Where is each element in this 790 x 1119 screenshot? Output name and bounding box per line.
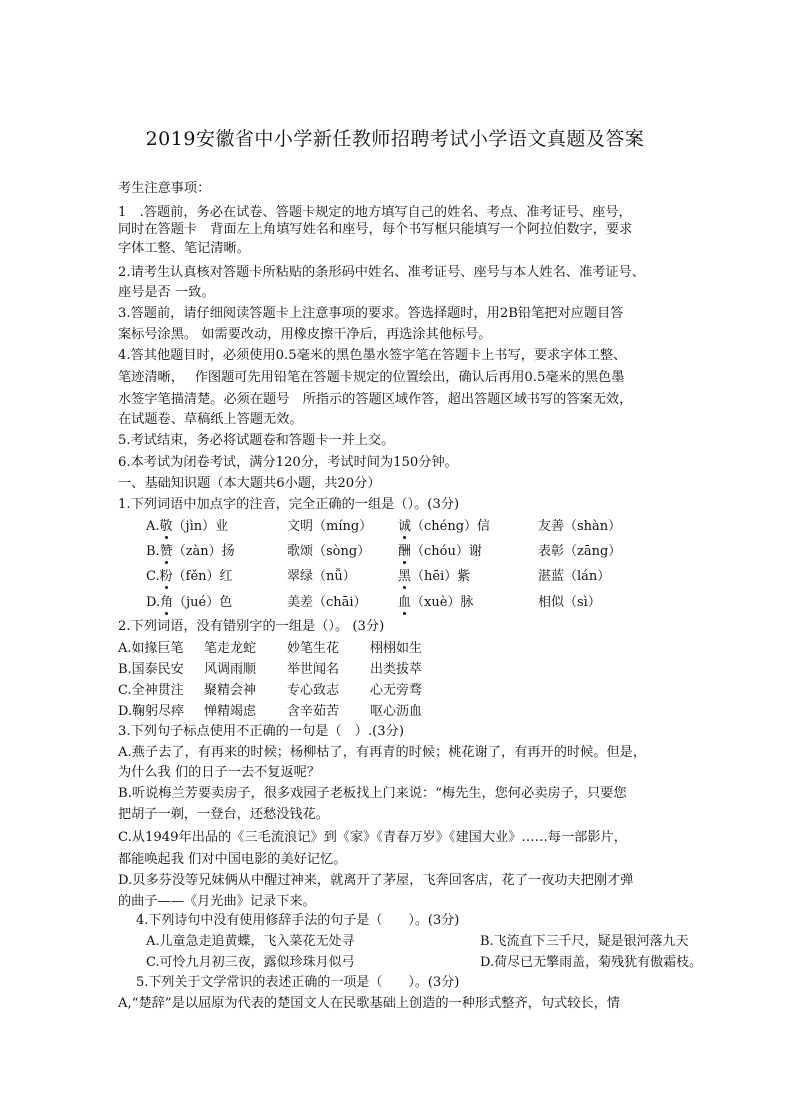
q2-option: C.全神贯注 [118, 683, 184, 698]
q3-text: A.燕子去了，有再来的时候；杨柳枯了，有再青的时候；桃花谢了，有再开的时候。但是， [118, 745, 647, 760]
q3-text: B.听说梅兰芳要卖房子，很多戏园子老板找上门来说：“梅先生，您何必卖房子，只要您 [118, 786, 627, 801]
notice-line: 水签字笔描清楚。必须在题号 所指示的答题区域作答，超出答题区域书写的答案无效， [118, 392, 633, 407]
notice-heading: 考生注意事项： [118, 181, 211, 196]
q2-option: 出类拔萃 [370, 662, 423, 677]
q2-option: A.如掾巨笔 [118, 641, 184, 656]
q3-text: D.贝多芬没等兄妹俩从中醒过神来，就离开了茅屋，飞奔回客店，花了一夜功夫把刚才弹 [118, 873, 634, 888]
notice-line: 1 .答题前，务必在试卷、答题卡规定的地方填写自己的姓名、考点、准考证号、座号， [118, 205, 632, 220]
q4-option: B.飞流直下三千尺，疑是银河落九天 [480, 934, 689, 949]
question-stem: 2.下列词语，没有错别字的一组是（）。 (3分) [118, 619, 385, 634]
q1-option: 相似（sì） [538, 595, 601, 610]
notice-line: 座号是否 一致。 [118, 285, 215, 300]
q2-option: 呕心沥血 [370, 704, 423, 719]
q1-option: 黑（hēi）紫 [398, 569, 471, 584]
q1-option: A.敬（jìn）业 [146, 519, 229, 534]
section-heading: 一、基础知识题（本大题共6小题，共20分） [118, 476, 381, 491]
q1-option: 歌颂（sòng） [287, 544, 371, 559]
q5-text: A,“楚辞”是以屈原为代表的楚国文人在民歌基础上创造的一种形式整齐，句式较长，情 [118, 996, 620, 1011]
q4-option: A.儿童急走追黄蝶，飞入菜花无处寻 [146, 934, 355, 949]
q3-text: C.从1949年出品的《三毛流浪记》到《家》《青春万岁》《建国大业》……每一部影片， [118, 830, 627, 845]
notice-line: 字体工整、笔记清晰。 [118, 241, 250, 256]
notice-line: 笔迹清晰， 作图题可先用铅笔在答题卡规定的位置绘出，确认后再用0.5毫米的黑色墨 [118, 370, 625, 385]
notice-line: 案标号涂黑。 如需要改动，用橡皮擦干净后，再选涂其他标号。 [118, 327, 492, 342]
q1-option: C.粉（fěn）红 [146, 569, 233, 584]
question-stem: 3.下列句子标点使用不正确的一句是（ ）.(3分) [118, 724, 405, 739]
notice-line: 3.答题前，请仔细阅读答题卡上注意事项的要求。答选择题时，用2B铅笔把对应题目答 [118, 306, 624, 321]
q2-option: D.鞠躬尽瘁 [118, 704, 185, 719]
q3-text: 的曲子——《月光曲》记录下来。 [118, 894, 316, 909]
q1-option: 酬（chóu）谢 [398, 544, 482, 559]
q2-option: 举世闻名 [287, 662, 340, 677]
notice-line: 5.考试结束，务必将试题卷和答题卡一并上交。 [118, 433, 395, 448]
q1-option: 翠绿（nǚ） [287, 569, 356, 584]
q1-option: 血（xuè）脉 [398, 595, 474, 610]
notice-line: 6.本考试为闭卷考试，满分120分，考试时间为150分钟。 [118, 455, 458, 470]
q3-text: 为什么我 们的日子一去不复返呢？ [118, 765, 321, 780]
q1-option: B.赞（zàn）扬 [146, 544, 235, 559]
q2-option: 风调雨顺 [204, 662, 257, 677]
q4-option: C.可怜九月初三夜，露似珍珠月似弓 [146, 955, 355, 970]
question-stem: 5.下列关于文学常识的表述正确的一项是（ ）。(3分) [136, 975, 460, 990]
page-title: 2019安徽省中小学新任教师招聘考试小学语文真题及答案 [145, 128, 645, 150]
notice-line: 2.请考生认真核对答题卡所粘贴的条形码中姓名、准考证号、座号与本人姓名、准考证号、 [118, 265, 645, 280]
q4-option: D.荷尽已无擎雨盖，菊残犹有傲霜枝。 [480, 955, 703, 970]
notice-line: 在试题卷、草稿纸上答题无效。 [118, 412, 303, 427]
q2-option: 惮精竭虑 [204, 704, 257, 719]
q1-option: 友善（shàn） [538, 519, 622, 534]
q2-option: 妙笔生花 [287, 641, 340, 656]
q2-option: 专心致志 [287, 683, 340, 698]
q1-option: 湛蓝（lán） [538, 569, 611, 584]
q1-option: D.角（jué）色 [146, 595, 233, 610]
q3-text: 把胡子一剃，一登台，还愁没钱花。 [118, 807, 329, 822]
q2-option: 笔走龙蛇 [204, 641, 257, 656]
q1-option: 文明（míng） [287, 519, 373, 534]
q1-option: 诚（chéng）信 [398, 519, 491, 534]
q2-option: 含辛茹苦 [287, 704, 340, 719]
q2-option: 聚精会神 [204, 683, 257, 698]
notice-line: 同时在答题卡 背面左上角填写姓名和座号，每个书写框只能填写一个阿拉伯数字，要求 [118, 222, 633, 237]
q2-option: 心无旁骛 [370, 683, 423, 698]
q2-option: 栩栩如生 [370, 641, 423, 656]
q1-option: 表彰（zāng） [538, 544, 622, 559]
notice-line: 4.答其他题目时，必须使用0.5毫米的黑色墨水签字笔在答题卡上书写，要求字体工整、 [118, 348, 627, 363]
q3-text: 都能唤起我 们对中国电影的美好记忆。 [118, 852, 347, 867]
question-stem: 4.下列诗句中没有使用修辞手法的句子是（ ）。(3分) [136, 913, 460, 928]
q2-option: B.国泰民安 [118, 662, 184, 677]
q1-option: 美差（chāi） [287, 595, 367, 610]
question-stem: 1.下列词语中加点字的注音，完全正确的一组是（）。(3分) [118, 497, 460, 512]
